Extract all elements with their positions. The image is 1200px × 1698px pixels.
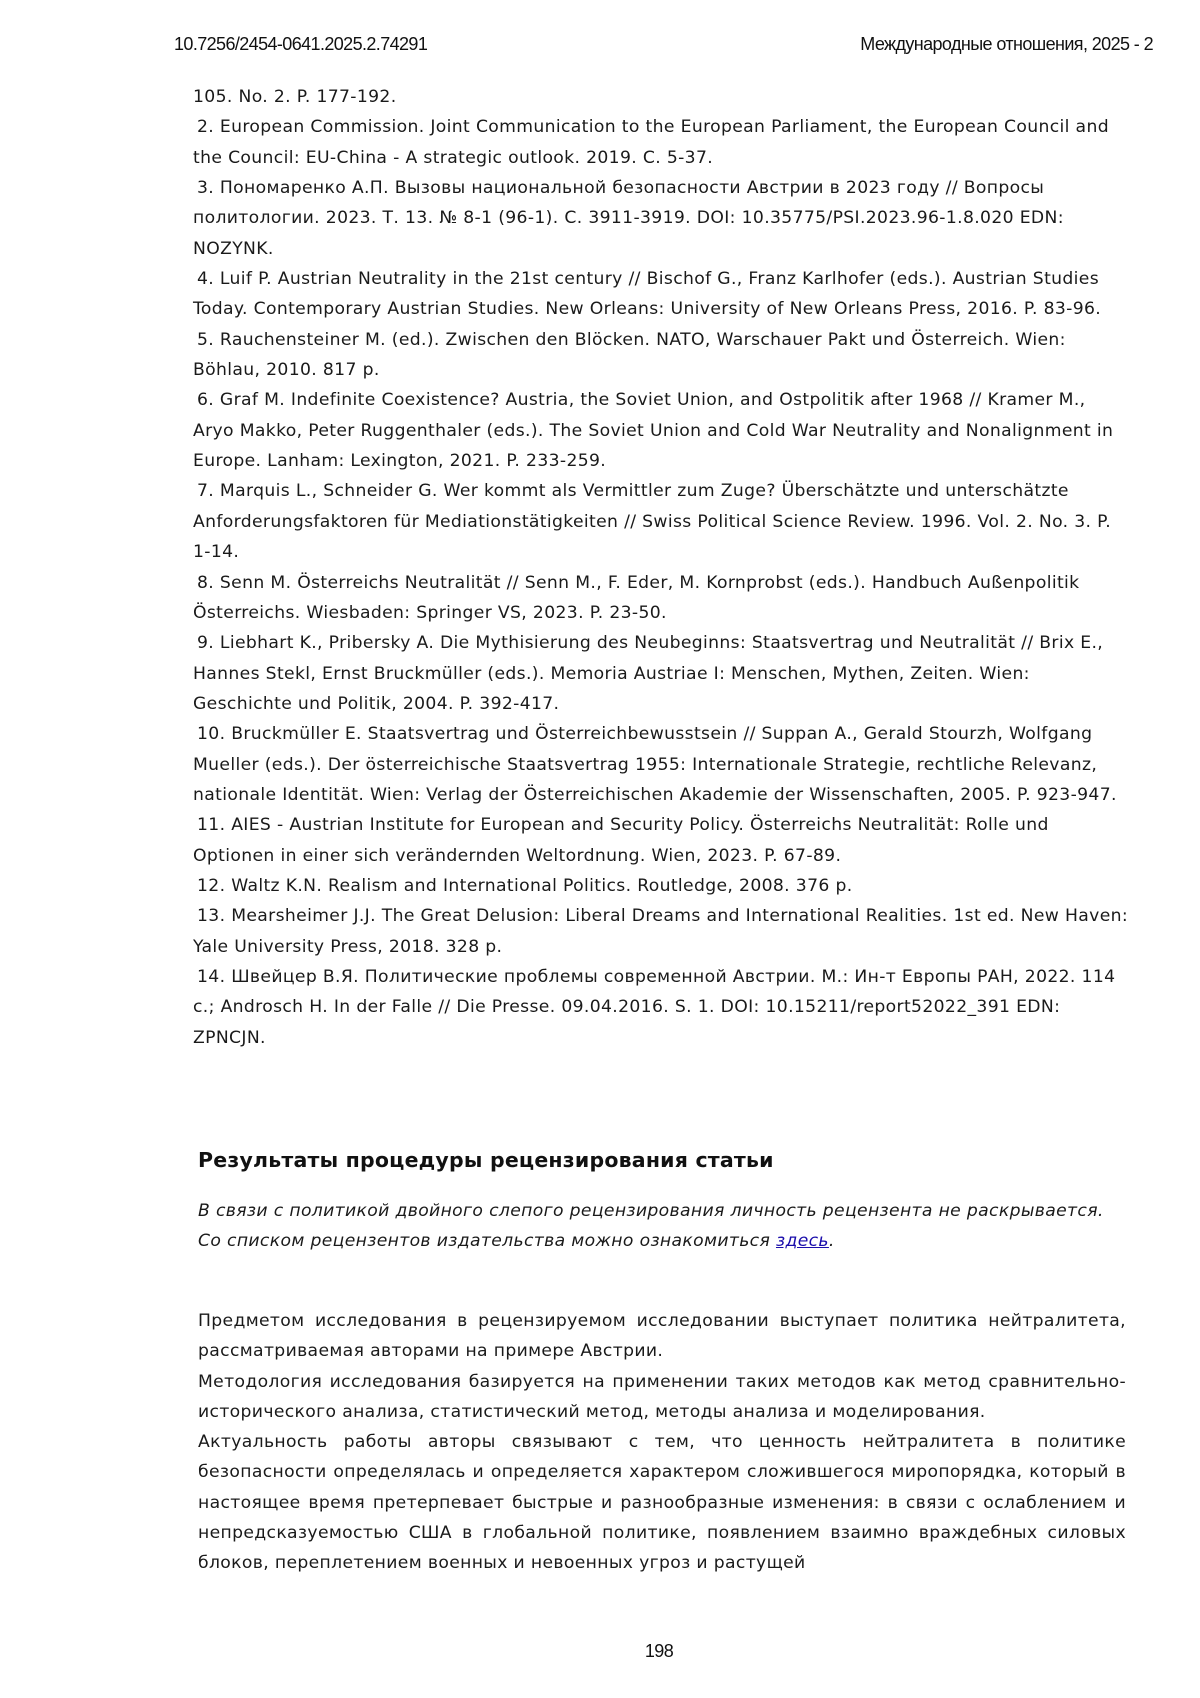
review-notice xyxy=(198,1196,1126,1257)
reference-item-3: 3. Пономаренко А.П. Вызовы национальной безопасности Австрии в 2023 году // Вопросы политологии. 2023. Т. 13. № 8-1 (96-1). С. 3911-3919. DOI: 10.35775/PSI.2023.96-1.8.020 EDN: NOZYNK. xyxy=(193,173,1130,264)
reference-item-6: 6. Graf M. Indefinite Coexistence? Austria, the Soviet Union, and Ostpolitik after 1968 // Kramer M., Aryo Makko, Peter Ruggenthaler (eds.). The Soviet Union and Cold War Neutrality and Nonalignment in Europe. Lanham: Lexington, 2021. P. 233-259. xyxy=(193,385,1130,476)
reference-item-12: 12. Waltz K.N. Realism and International Politics. Routledge, 2008. 376 p. xyxy=(193,871,1130,901)
reference-item-9: 9. Liebhart K., Pribersky A. Die Mythisierung des Neubeginns: Staatsvertrag und Neutralität // Brix E., Hannes Stekl, Ernst Bruckmüller (eds.). Memoria Austriae I: Menschen, Mythen, Zeiten. Wien: Geschichte und Politik, 2004. P. 392-417. xyxy=(193,628,1130,719)
header-journal: Международные отношения, 2025 - 2 xyxy=(860,34,1153,55)
reviewers-list-link[interactable]: здесь xyxy=(776,1231,829,1251)
reference-item-8: 8. Senn M. Österreichs Neutralität // Senn M., F. Eder, M. Kornprobst (eds.). Handbuch Außenpolitik Österreichs. Wiesbaden: Springer VS, 2023. P. 23-50. xyxy=(193,568,1130,629)
reference-item-14: 14. Швейцер В.Я. Политические проблемы современной Австрии. М.: Ин-т Европы РАН, 2022. 114 с.; Androsch H. In der Falle // Die Presse. 09.04.2016. S. 1. DOI: 10.15211/report52022_391 EDN: ZPNCJN. xyxy=(193,962,1130,1053)
reference-item-13: 13. Mearsheimer J.J. The Great Delusion: Liberal Dreams and International Realities. 1st ed. New Haven: Yale University Press, 2018. 328 p. xyxy=(193,901,1130,962)
reference-item-10: 10. Bruckmüller E. Staatsvertrag und Österreichbewusstsein // Suppan A., Gerald Stourzh, Wolfgang Mueller (eds.). Der österreichische Staatsvertrag 1955: Internationale Strategie, rechtliche Relevanz, nationale Identität. Wien: Verlag der Österreichischen Akademie der Wissenschaften, 2005. P. 923-947. xyxy=(193,719,1130,810)
review-body xyxy=(198,1306,1126,1579)
review-paragraph-subject: Предметом исследования в рецензируемом исследовании выступает политика нейтралитета, рассматриваемая авторами на примере Австрии. xyxy=(198,1306,1126,1367)
review-notice-anonymity: В связи с политикой двойного слепого рецензирования личность рецензента не раскрывается. xyxy=(198,1196,1126,1226)
reference-item-4: 4. Luif P. Austrian Neutrality in the 21st century // Bischof G., Franz Karlhofer (eds.). Austrian Studies Today. Contemporary Austrian Studies. New Orleans: University of New Orleans Press, 2016. P. 83-96. xyxy=(193,264,1130,325)
reference-item-11: 11. AIES - Austrian Institute for European and Security Policy. Österreichs Neutralität: Rolle und Optionen in einer sich verändernden Weltordnung. Wien, 2023. P. 67-89. xyxy=(193,810,1130,871)
reference-continuation: 105. No. 2. P. 177-192. xyxy=(193,82,1130,112)
header-doi: 10.7256/2454-0641.2025.2.74291 xyxy=(174,34,427,55)
reference-item-5: 5. Rauchensteiner M. (ed.). Zwischen den Blöcken. NATO, Warschauer Pakt und Österreich. Wien: Böhlau, 2010. 817 p. xyxy=(193,325,1130,386)
review-paragraph-relevance: Актуальность работы авторы связывают с тем, что ценность нейтралитета в политике безопасности определялась и определяется характером сложившегося миропорядка, который в настоящее время претерпевает быстрые и разнообразные изменения: в связи с ослаблением и непредсказуемостью США в глобальной политике, появлением взаимно враждебных силовых блоков, переплетением военных и невоенных угроз и растущей xyxy=(198,1427,1126,1578)
review-notice-suffix: . xyxy=(829,1231,835,1251)
review-paragraph-methodology: Методология исследования базируется на применении таких методов как метод сравнительно-исторического анализа, статистический метод, методы анализа и моделирования. xyxy=(198,1367,1126,1428)
page-number: 198 xyxy=(0,1641,1200,1662)
references-list xyxy=(193,82,1130,1053)
reference-item-2: 2. European Commission. Joint Communication to the European Parliament, the European Council and the Council: EU-China - A strategic outlook. 2019. C. 5-37. xyxy=(193,112,1130,173)
reference-item-7: 7. Marquis L., Schneider G. Wer kommt als Vermittler zum Zuge? Überschätzte und unterschätzte Anforderungsfaktoren für Mediationstätigkeiten // Swiss Political Science Review. 1996. Vol. 2. No. 3. P. 1-14. xyxy=(193,476,1130,567)
review-section-title: Результаты процедуры рецензирования статьи xyxy=(198,1148,774,1172)
review-notice-reviewers xyxy=(198,1226,1126,1256)
review-notice-prefix: Со списком рецензентов издательства можно ознакомиться xyxy=(198,1231,776,1251)
